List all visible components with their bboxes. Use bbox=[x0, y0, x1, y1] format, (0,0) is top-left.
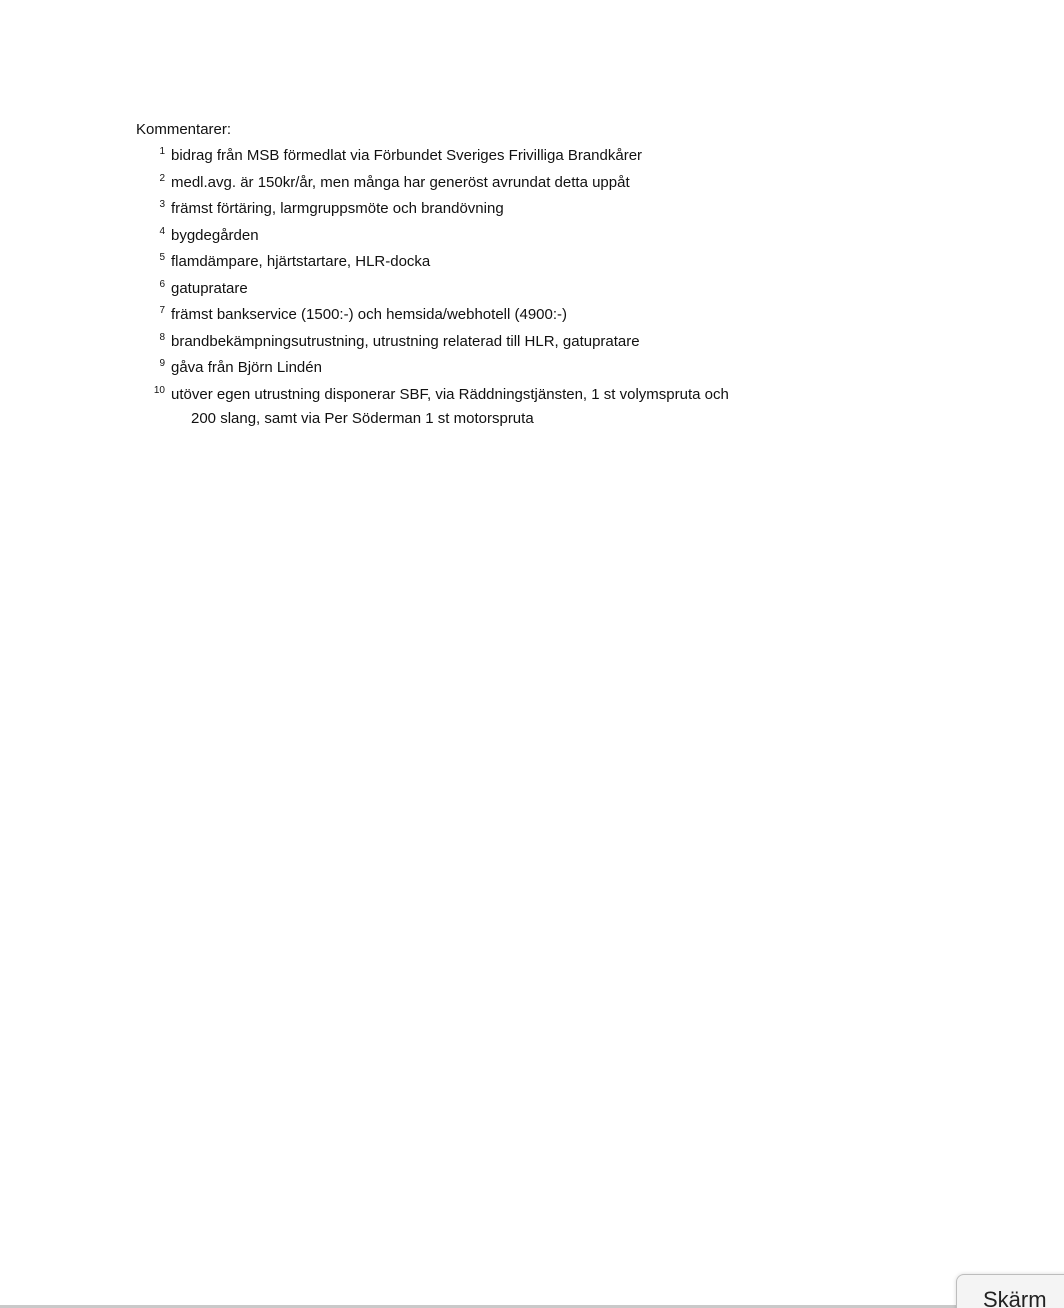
footnote-number: 7 bbox=[159, 305, 165, 316]
footnote-item bbox=[140, 147, 840, 165]
footnote-text: främst förtäring, larmgruppsmöte och brandövning bbox=[171, 200, 504, 217]
footnote-number: 1 bbox=[159, 146, 165, 157]
footnote-number: 8 bbox=[159, 331, 165, 343]
footnote-number: 3 bbox=[159, 199, 165, 210]
footnote-number: 2 bbox=[159, 172, 165, 184]
footnote-number: 4 bbox=[159, 225, 165, 237]
footnote-item bbox=[140, 333, 840, 351]
footnote-item bbox=[140, 280, 840, 298]
footnote-item bbox=[140, 386, 840, 428]
footnote-number: 6 bbox=[159, 278, 165, 290]
footnote-number: 5 bbox=[159, 252, 165, 263]
comments-heading: Kommentarer: bbox=[136, 121, 232, 138]
footnote-item bbox=[140, 253, 840, 271]
footnote-text: bidrag från MSB förmedlat via Förbundet Sveriges Frivilliga Brandkårer bbox=[171, 147, 643, 164]
footnote-text: gåva från Björn Lindén bbox=[171, 359, 322, 376]
footnote-text: brandbekämpningsutrustning, utrustning relaterad till HLR, gatupratare bbox=[171, 332, 640, 350]
footnote-text: utöver egen utrustning disponerar SBF, via Räddningstjänsten, 1 st volymspruta och bbox=[171, 385, 729, 403]
footnote-text: medl.avg. är 150kr/år, men många har generöst avrundat detta uppåt bbox=[171, 173, 630, 191]
footnote-text: flamdämpare, hjärtstartare, HLR-docka bbox=[171, 253, 431, 270]
footnote-text-wrapper bbox=[171, 386, 729, 428]
footnote-item bbox=[140, 200, 840, 218]
footnote-list bbox=[140, 147, 840, 436]
footnote-item bbox=[140, 227, 840, 245]
footnote-number: 9 bbox=[159, 358, 165, 369]
screenshot-thumbnail-label: Skärm bbox=[983, 1287, 1047, 1308]
footnote-text: gatupratare bbox=[171, 279, 248, 297]
footnote-item bbox=[140, 306, 840, 324]
footnote-text-continuation: 200 slang, samt via Per Söderman 1 st motorspruta bbox=[191, 409, 534, 427]
footnote-number: 10 bbox=[153, 384, 165, 396]
footnote-text: främst bankservice (1500:-) och hemsida/webhotell (4900:-) bbox=[171, 306, 568, 323]
footnote-text: bygdegården bbox=[171, 226, 259, 244]
footnote-item bbox=[140, 359, 840, 377]
screenshot-thumbnail-tab[interactable] bbox=[956, 1274, 1064, 1308]
footnote-item bbox=[140, 174, 840, 192]
